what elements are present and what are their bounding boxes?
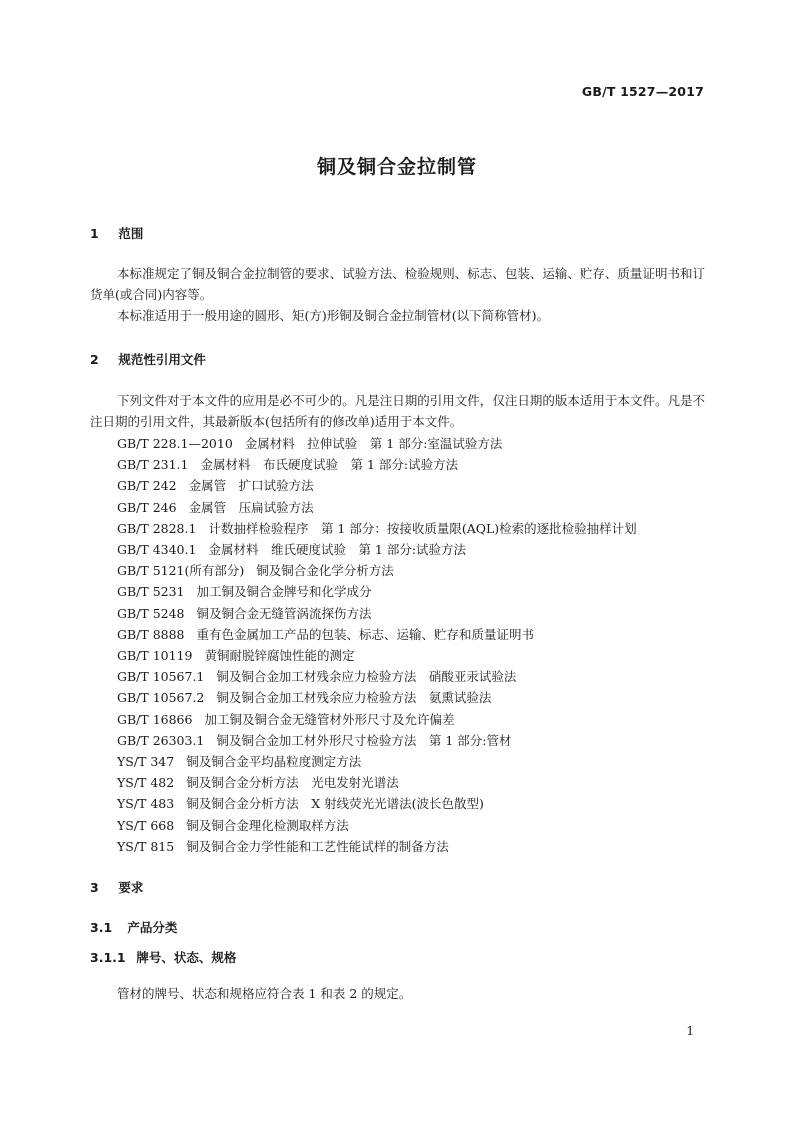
- section-3-1-number: 3.1: [90, 920, 113, 935]
- reference-title: 加工铜及铜合金牌号和化学成分: [196, 584, 372, 600]
- scope-paragraph-2: 本标准适用于一般用途的圆形、矩(方)形铜及铜合金拉制管材(以下简称管材)。: [117, 308, 550, 323]
- section-1-number: 1: [90, 226, 99, 241]
- page-number: 1: [686, 1024, 694, 1038]
- reference-title: 铜及铜合金加工材残余应力检验方法 硝酸亚汞试验法: [216, 669, 517, 685]
- reference-code: YS/T 668: [117, 817, 175, 833]
- reference-item: [117, 560, 637, 581]
- classification-paragraph: 管材的牌号、状态和规格应符合表 1 和表 2 的规定。: [117, 986, 412, 1001]
- reference-title: 金属材料 维氏硬度试验 第 1 部分:试验方法: [208, 542, 467, 558]
- section-2-title: 规范性引用文件: [118, 352, 206, 367]
- reference-code: YS/T 347: [117, 754, 175, 770]
- reference-item: [117, 709, 637, 730]
- section-2-number: 2: [90, 352, 99, 367]
- standard-code: GB/T 1527—2017: [581, 84, 704, 99]
- reference-item: [117, 624, 637, 645]
- reference-code: GB/T 10119: [117, 648, 193, 664]
- reference-code: GB/T 5248: [117, 605, 185, 621]
- section-1-heading: [90, 224, 143, 242]
- reference-code: GB/T 8888: [117, 626, 185, 642]
- reference-item: [117, 687, 637, 708]
- reference-title: 铜及铜合金加工材外形尺寸检验方法 第 1 部分:管材: [216, 732, 512, 748]
- reference-item: [117, 772, 637, 793]
- reference-item: [117, 730, 637, 751]
- reference-title: 重有色金属加工产品的包装、标志、运输、贮存和质量证明书: [196, 626, 535, 642]
- section-1-title: 范围: [118, 226, 144, 241]
- reference-code: YS/T 483: [117, 796, 175, 812]
- reference-item: [117, 815, 637, 836]
- reference-code: GB/T 242: [117, 478, 177, 494]
- reference-code: GB/T 228.1—2010: [117, 436, 233, 451]
- section-3-1-1-title: 牌号、状态、规格: [136, 950, 237, 965]
- reference-item: [117, 497, 637, 518]
- reference-title: 铜及铜合金分析方法 光电发射光谱法: [186, 775, 399, 791]
- reference-list: [117, 433, 637, 857]
- reference-item: [117, 539, 637, 560]
- reference-title: 铜及铜合金加工材残余应力检验方法 氨熏试验法: [216, 690, 492, 706]
- reference-code: GB/T 10567.2: [117, 690, 205, 706]
- reference-title: 黄铜耐脱锌腐蚀性能的测定: [204, 648, 355, 664]
- section-3-heading: [90, 878, 143, 896]
- reference-title: 铜及铜合金力学性能和工艺性能试样的制备方法: [186, 838, 449, 854]
- reference-title: 金属管 压扁试验方法: [188, 499, 314, 515]
- reference-item: [117, 454, 637, 475]
- reference-title: 计数抽样检验程序 第 1 部分：按接收质量限(AQL)检索的逐批检验抽样计划: [208, 520, 637, 536]
- reference-item: [117, 475, 637, 496]
- section-3-1-heading: [90, 918, 177, 936]
- reference-title: 铜及铜合金平均晶粒度测定方法: [186, 754, 362, 770]
- reference-code: YS/T 815: [117, 838, 175, 854]
- section-3-title: 要求: [118, 880, 144, 895]
- section-3-1-title: 产品分类: [127, 920, 178, 935]
- reference-item: [117, 433, 637, 454]
- reference-code: GB/T 231.1: [117, 457, 189, 473]
- reference-item: [117, 666, 637, 687]
- reference-code: GB/T 16866: [117, 711, 193, 727]
- reference-item: [117, 645, 637, 666]
- reference-title: 铜及铜合金分析方法 X 射线荧光光谱法(波长色散型): [186, 796, 484, 812]
- reference-code: GB/T 246: [117, 499, 177, 515]
- section-3-1-1-heading: [90, 948, 236, 966]
- reference-item: [117, 581, 637, 602]
- section-3-1-1-number: 3.1.1: [90, 950, 126, 965]
- reference-code: GB/T 4340.1: [117, 542, 197, 558]
- reference-title: 加工铜及铜合金无缝管材外形尺寸及允许偏差: [204, 711, 455, 727]
- scope-paragraph-1: 本标准规定了铜及铜合金拉制管的要求、试验方法、检验规则、标志、包装、运输、贮存、质量证明书和订货单(或合同)内容等。: [90, 266, 705, 302]
- reference-code: GB/T 2828.1: [117, 520, 197, 536]
- reference-code: GB/T 5121(所有部分): [117, 563, 245, 579]
- reference-code: GB/T 10567.1: [117, 669, 205, 685]
- reference-title: 金属管 扩口试验方法: [188, 478, 314, 494]
- reference-code: YS/T 482: [117, 775, 175, 791]
- reference-code: GB/T 26303.1: [117, 732, 205, 748]
- section-3-number: 3: [90, 880, 99, 895]
- reference-title: 金属材料 拉伸试验 第 1 部分:室温试验方法: [244, 436, 503, 451]
- reference-title: 铜及铜合金无缝管涡流探伤方法: [196, 605, 372, 621]
- reference-item: [117, 793, 637, 814]
- reference-item: [117, 518, 637, 539]
- document-title: 铜及铜合金拉制管: [316, 156, 477, 178]
- reference-title: 铜及铜合金化学分析方法: [256, 563, 394, 579]
- reference-item: [117, 836, 637, 857]
- reference-title: 铜及铜合金理化检测取样方法: [186, 817, 349, 833]
- reference-title: 金属材料 布氏硬度试验 第 1 部分:试验方法: [200, 457, 459, 473]
- references-intro: 下列文件对于本文件的应用是必不可少的。凡是注日期的引用文件，仅注日期的版本适用于本文件。凡是不注日期的引用文件，其最新版本(包括所有的修改单)适用于本文件。: [90, 393, 705, 429]
- reference-item: [117, 751, 637, 772]
- reference-item: [117, 603, 637, 624]
- section-2-heading: [90, 350, 206, 368]
- reference-code: GB/T 5231: [117, 584, 185, 600]
